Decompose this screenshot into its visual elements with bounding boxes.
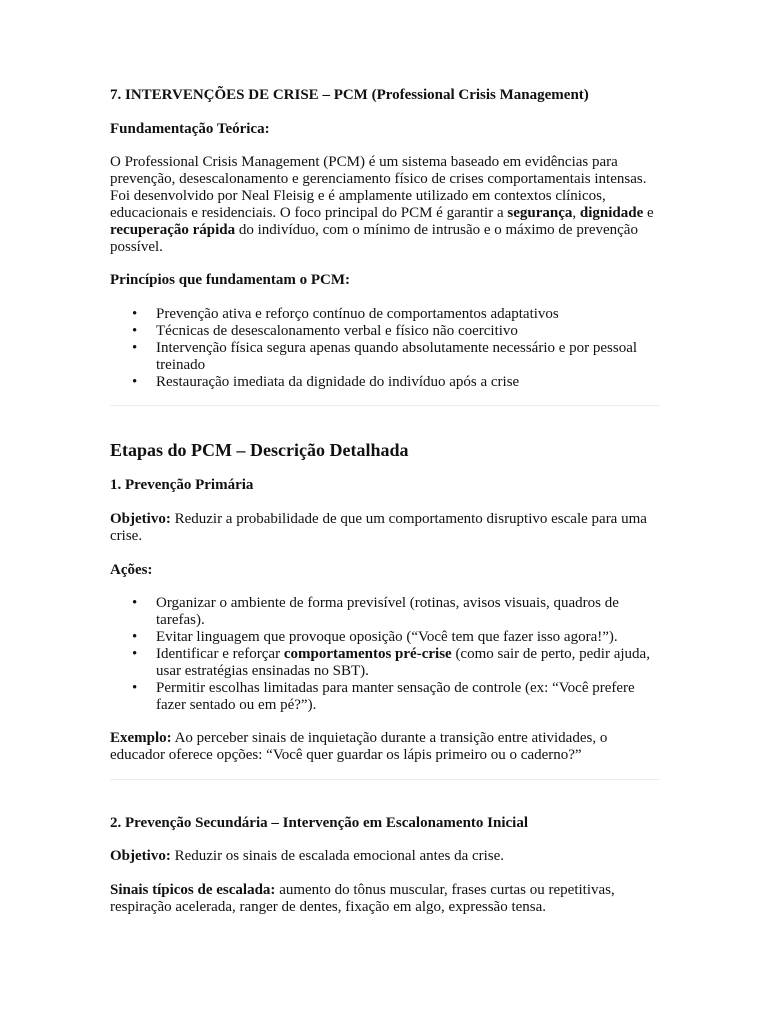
divider bbox=[110, 779, 660, 780]
secundaria-sinais: Sinais típicos de escalada: aumento do tônus muscular, frases curtas ou repetitivas, respiração acelerada, ranger de dentes, fixação em algo, expressão tensa. bbox=[110, 882, 615, 915]
emphasis-recuperacao: recuperação rápida bbox=[110, 222, 236, 238]
principios-title: Princípios que fundamentam o PCM: bbox=[110, 272, 350, 288]
secundaria-title: 2. Prevenção Secundária – Intervenção em Escalonamento Inicial bbox=[110, 815, 529, 831]
list-item: • Evitar linguagem que provoque oposição (“Você tem que fazer isso agora!”). bbox=[110, 629, 660, 646]
emphasis-seguranca: segurança bbox=[507, 205, 573, 221]
principios-list bbox=[110, 306, 660, 391]
primaria-title: 1. Prevenção Primária bbox=[110, 477, 254, 493]
primaria-objetivo: Objetivo: Reduzir a probabilidade de que um comportamento disruptivo escale para uma crise. bbox=[110, 511, 647, 544]
list-item: • Técnicas de desescalonamento verbal e físico não coercitivo bbox=[110, 323, 660, 340]
list-item: • Identificar e reforçar comportamentos pré-crise (como sair de perto, pedir ajuda, usar estratégias ensinadas no SBT). bbox=[110, 646, 660, 680]
acoes-label: Ações: bbox=[110, 562, 153, 578]
list-item: • Organizar o ambiente de forma previsível (rotinas, avisos visuais, quadros de tarefas). bbox=[110, 595, 660, 629]
primaria-exemplo: Exemplo: Ao perceber sinais de inquietação durante a transição entre atividades, o educador oferece opções: “Você quer guardar os lápis primeiro ou o caderno?” bbox=[110, 730, 608, 763]
list-item: • Restauração imediata da dignidade do indivíduo após a crise bbox=[110, 374, 660, 391]
list-item: • Permitir escolhas limitadas para manter sensação de controle (ex: “Você prefere fazer sentado ou em pé?”). bbox=[110, 680, 660, 714]
section-heading: 7. INTERVENÇÕES DE CRISE – PCM (Professional Crisis Management) bbox=[110, 87, 589, 103]
fundamentacao-title: Fundamentação Teórica: bbox=[110, 121, 270, 137]
list-item: • Prevenção ativa e reforço contínuo de comportamentos adaptativos bbox=[110, 306, 660, 323]
etapas-heading: Etapas do PCM – Descrição Detalhada bbox=[110, 440, 409, 460]
emphasis-dignidade: dignidade bbox=[579, 205, 644, 221]
list-item: • Intervenção física segura apenas quando absolutamente necessário e por pessoal treinado bbox=[110, 340, 660, 374]
divider bbox=[110, 405, 660, 406]
acoes-list bbox=[110, 595, 660, 714]
secundaria-objetivo: Objetivo: Reduzir os sinais de escalada emocional antes da crise. bbox=[110, 848, 505, 864]
fundamentacao-paragraph: O Professional Crisis Management (PCM) é um sistema baseado em evidências para prevenção, desescalonamento e gerenciamento físico de crises comportamentais intensas. Foi desenvolvido por Neal Fleisig e é amplamente utilizado em contextos clínicos, educacionais e residenciais. O foco principal do PCM é garantir a segurança, dignidade e recuperação rápida do indivíduo, com o mínimo de intrusão e o máximo de prevenção possível. bbox=[110, 154, 654, 255]
